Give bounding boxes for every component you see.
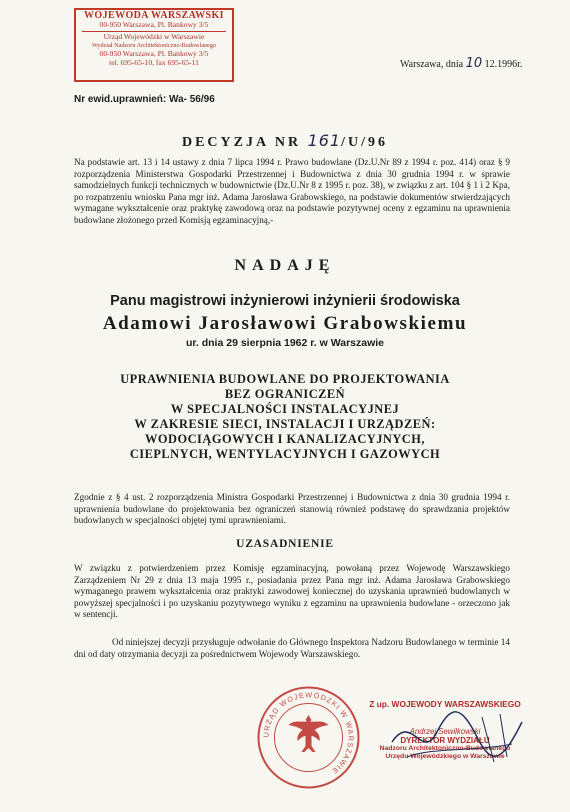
handwritten-number: 161 <box>307 131 342 150</box>
decision-prefix: DECYZJA NR <box>181 135 302 150</box>
stamp-title: WOJEWODA WARSZAWSKI <box>84 10 224 21</box>
recipient-name: Adamowi Jarosławowi Grabowskiemu <box>102 313 468 334</box>
stamp-line: 00-950 Warszawa, Pl. Bankowy 3/5 <box>99 19 209 29</box>
recipient-title: Panu magistrowi inżynierowi inżynierii środowiska <box>110 293 460 309</box>
place-date <box>400 56 522 71</box>
intro-paragraph: Na podstawie art. 13 i 14 ustawy z dnia 7 lipca 1994 r. Prawo budowlane (Dz.U.Nr 89 z 1994 r. poz. 414) oraz § 9 rozporządzenia Ministerstwa Gospodarki Przestrzennej i Budownictwa z dnia 30 grudnia 1994 r. w sprawie samodzielnych funkcji technicznych w budownictwie (Dz.U.Nr 8 z 1995 r. poz. 38), w związku z art. 104 § 1 i 2 Kpa, po rozpatrzeniu wniosku Pana mgr inż. Adama Jarosława Grabowskiego, na podstawie dokumentów stwierdzających wymagane wykształcenie oraz praktykę zawodową oraz na podstawie pozytywnej oceny z egzaminu na uprawnienia budowlane złożonego przed Komisją egzaminacyjną,- <box>74 157 510 225</box>
eagle-icon <box>289 715 329 752</box>
signatory-name: Andrzej Sewilkowski <box>409 727 481 736</box>
justification-heading: UZASADNIENIE <box>236 538 334 550</box>
signatory-role: DYREKTOR WYDZIAŁU <box>400 736 490 745</box>
grant-heading: NADAJĘ <box>234 257 336 274</box>
rights-line: W ZAKRESIE SIECI, INSTALACJI I URZĄDZEŃ: <box>134 417 436 431</box>
rights-line: W SPECJALNOŚCI INSTALACYJNEJ <box>170 402 400 416</box>
rights-line: WODOCIĄGOWYCH I KANALIZACYJNYCH, <box>144 432 425 446</box>
rights-block <box>0 372 570 462</box>
stamp-line: tel. 695-65-10, fax 695-65-11 <box>109 57 199 67</box>
signatory-dept: Nadzoru Architektoniczno-Budowlanego <box>379 745 511 752</box>
office-stamp <box>74 8 234 82</box>
decision-suffix: /U/96 <box>341 135 388 150</box>
decision-title <box>0 131 570 151</box>
stamp-line: Urząd Wojewódzki w Warszawie <box>103 32 205 42</box>
signature-scribble-icon <box>382 702 532 772</box>
justification-paragraph: W związku z potwierdzeniem przez Komisję egzaminacyjną, powołaną przez Wojewodę Warszawskiego Zarządzeniem Nr 29 z dnia 13 maja 1995 r., posiadania przez Pana mgr inż. Adama Jarosława Grabowskiego wymaganego prawem wykształcenia oraz praktyki zawodowej koniecznej do uzyskania uprawnień budowlanych w powyższej specjalności i po uzyskaniu pozytywnego wyniku z egzaminu na uprawnienia budowlane - orzeczono jak w sentencji. <box>74 563 510 620</box>
signatory-office: Urzędu Wojewódzkiego w Warszawie <box>385 753 505 760</box>
registration-number: Nr ewid.uprawnień: Wa- 56/96 <box>74 94 215 105</box>
place-prefix: Warszawa, dnia <box>400 59 464 70</box>
rights-line: CIEPLNYCH, WENTYLACYJNYCH I GAZOWYCH <box>129 447 441 461</box>
signature-authority: Z up. WOJEWODY WARSZAWSKIEGO <box>369 699 521 709</box>
rights-line: UPRAWNIENIA BUDOWLANE DO PROJEKTOWANIA <box>120 372 450 386</box>
date-suffix: 12.1996r. <box>484 59 523 70</box>
rights-line: BEZ OGRANICZEŃ <box>224 387 346 401</box>
round-seal-icon <box>256 685 361 790</box>
recipient-birth: ur. dnia 29 sierpnia 1962 r. w Warszawie <box>185 337 385 349</box>
handwritten-day: 10 <box>465 56 483 71</box>
seal-text: URZĄD WOJEWÓDZKI W WARSZAWIE <box>261 690 356 777</box>
appeal-paragraph: Od niniejszej decyzji przysługuje odwołanie do Głównego Inspektora Nadzoru Budowlanego w terminie 14 dni od daty otrzymania decyzji za pośrednictwem Wojewody Warszawskiego. <box>74 637 510 659</box>
basis-paragraph: Zgodnie z § 4 ust. 2 rozporządzenia Ministra Gospodarki Przestrzennej i Budownictwa z dnia 30 grudnia 1994 r. uprawnienia budowlane do projektowania bez ograniczeń stanowią również podstawę do sprawdzania projektów budowlanych w specjalności objętej tymi uprawnieniami. <box>74 492 510 526</box>
stamp-line: Wydział Nadzoru Architektoniczno-Budowlanego <box>91 41 217 49</box>
stamp-line: 00-950 Warszawa, Pl. Bankowy 3/5 <box>99 49 209 59</box>
